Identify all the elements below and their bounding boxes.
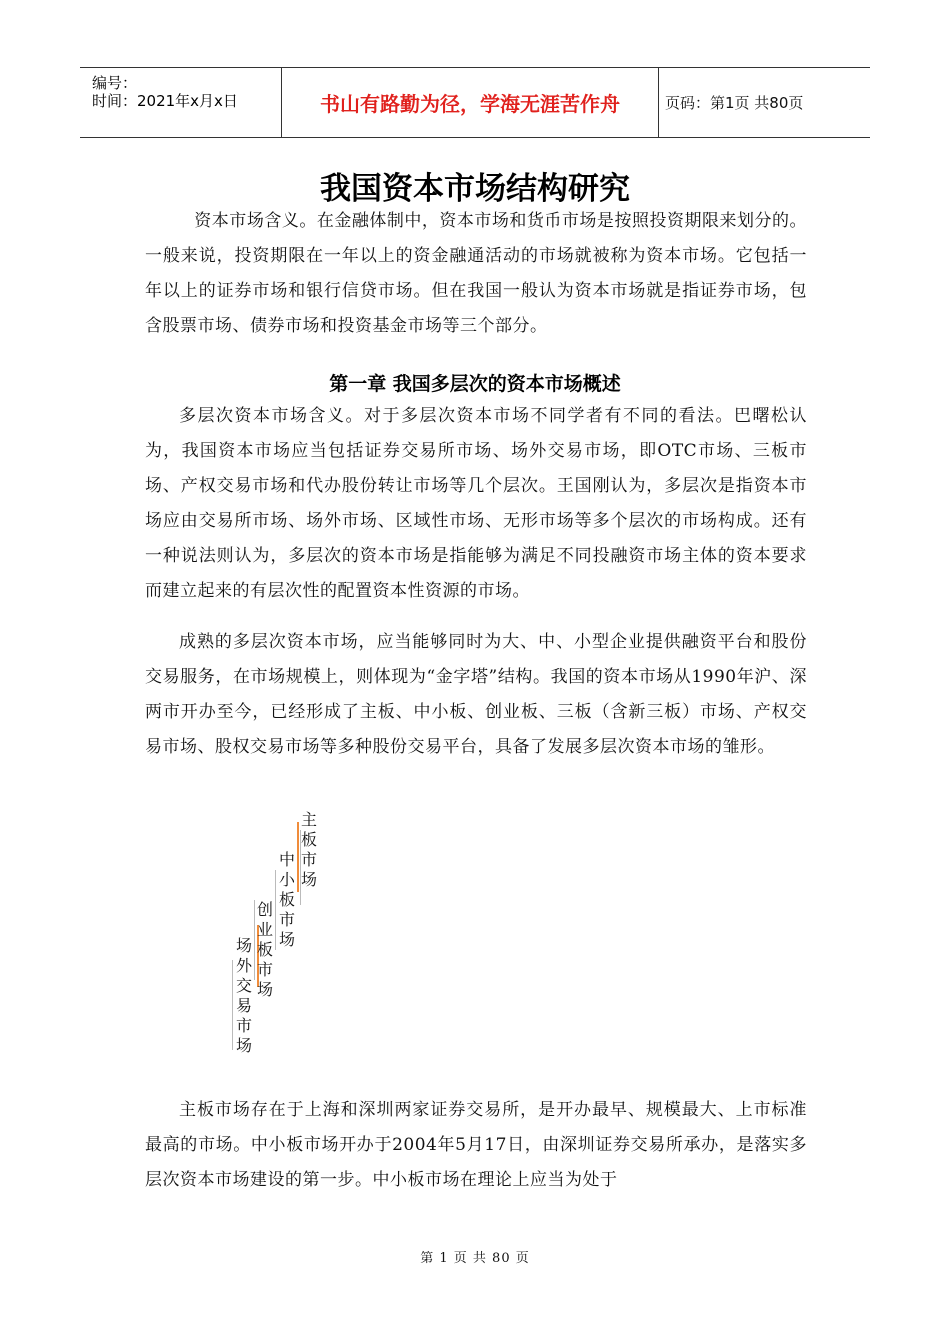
header-motto: 书山有路勤为径，学海无涯苦作舟 bbox=[320, 92, 620, 116]
pyramid-divider bbox=[275, 870, 276, 950]
pyramid-label-gem bbox=[255, 900, 275, 1000]
pyramid-label-char: 场 bbox=[256, 980, 273, 999]
pyramid-label-char: 中 bbox=[278, 850, 295, 869]
pyramid-label-sme bbox=[277, 850, 297, 950]
body-paragraph-2: 成熟的多层次资本市场，应当能够同时为大、中、小型企业提供融资平台和股份交易服务，在市场规模上，则体现为“金字塔”结构。我国的资本市场从1990年沪、深两市开办至今，已经形成了主板、中小板、创业板、三板（含新三板）市场、产权交易市场、股权交易市场等多种股份交易平台，具备了发展多层次资本市场的雏形。 bbox=[145, 632, 807, 757]
pyramid-label-char: 交 bbox=[235, 976, 252, 995]
pyramid-label-char: 外 bbox=[235, 956, 252, 975]
chapter-title: 第一章 我国多层次的资本市场概述 bbox=[329, 373, 621, 395]
pyramid-label-char: 市 bbox=[300, 850, 317, 869]
pyramid-divider bbox=[232, 960, 233, 1050]
document-number-label: 编号： bbox=[92, 74, 138, 92]
header-page-info: 页码：第1页 共80页 bbox=[665, 94, 804, 112]
pyramid-label-char: 场 bbox=[278, 930, 295, 949]
pyramid-label-char: 市 bbox=[256, 960, 273, 979]
document-title: 我国资本市场结构研究 bbox=[320, 171, 630, 207]
header-motto-cell bbox=[282, 68, 659, 137]
pyramid-label-char: 场 bbox=[235, 936, 252, 955]
intro-paragraph: 资本市场含义。在金融体制中，资本市场和货币市场是按照投资期限来划分的。一般来说，投资期限在一年以上的资金融通活动的市场就被称为资本市场。它包括一年以上的证券市场和银行信贷市场。但在我国一般认为资本市场就是指证券市场，包含股票市场、债券市场和投资基金市场等三个部分。 bbox=[145, 211, 807, 336]
page-footer: 第 1 页 共 80 页 bbox=[420, 1251, 530, 1266]
pyramid-label-char: 场 bbox=[235, 1036, 252, 1055]
pyramid-label-char: 小 bbox=[278, 870, 295, 889]
header-left-cell bbox=[80, 68, 282, 137]
header-page-cell bbox=[659, 68, 870, 137]
pyramid-label-char: 业 bbox=[256, 920, 273, 939]
pyramid-label-char: 场 bbox=[300, 870, 317, 889]
pyramid-label-char: 易 bbox=[235, 996, 252, 1015]
document-date-label: 时间：2021年x月x日 bbox=[92, 92, 238, 110]
pyramid-label-char: 板 bbox=[278, 890, 295, 909]
pyramid-label-main bbox=[299, 810, 319, 890]
pyramid-label-char: 市 bbox=[278, 910, 295, 929]
pyramid-label-otc bbox=[234, 936, 254, 1056]
pyramid-label-char: 市 bbox=[235, 1016, 252, 1035]
body-paragraph-1: 多层次资本市场含义。对于多层次资本市场不同学者有不同的看法。巴曙松认为，我国资本市场应当包括证券交易所市场、场外交易市场，即OTC市场、三板市场、产权交易市场和代办股份转让市场等几个层次。王国刚认为，多层次是指资本市场应由交易所市场、场外市场、区域性市场、无形市场等多个层次的市场构成。还有一种说法则认为，多层次的资本市场是指能够为满足不同投融资市场主体的资本要求而建立起来的有层次性的配置资本性资源的市场。 bbox=[145, 406, 807, 601]
header-table bbox=[80, 67, 870, 138]
market-pyramid-diagram bbox=[225, 810, 335, 1070]
pyramid-label-char: 板 bbox=[300, 830, 317, 849]
body-paragraph-3: 主板市场存在于上海和深圳两家证券交易所，是开办最早、规模最大、上市标准最高的市场。中小板市场开办于2004年5月17日，由深圳证券交易所承办，是落实多层次资本市场建设的第一步。中小板市场在理论上应当为处于 bbox=[145, 1100, 807, 1190]
pyramid-label-char: 主 bbox=[300, 810, 317, 829]
pyramid-label-char: 创 bbox=[256, 900, 273, 919]
pyramid-label-char: 板 bbox=[256, 940, 273, 959]
